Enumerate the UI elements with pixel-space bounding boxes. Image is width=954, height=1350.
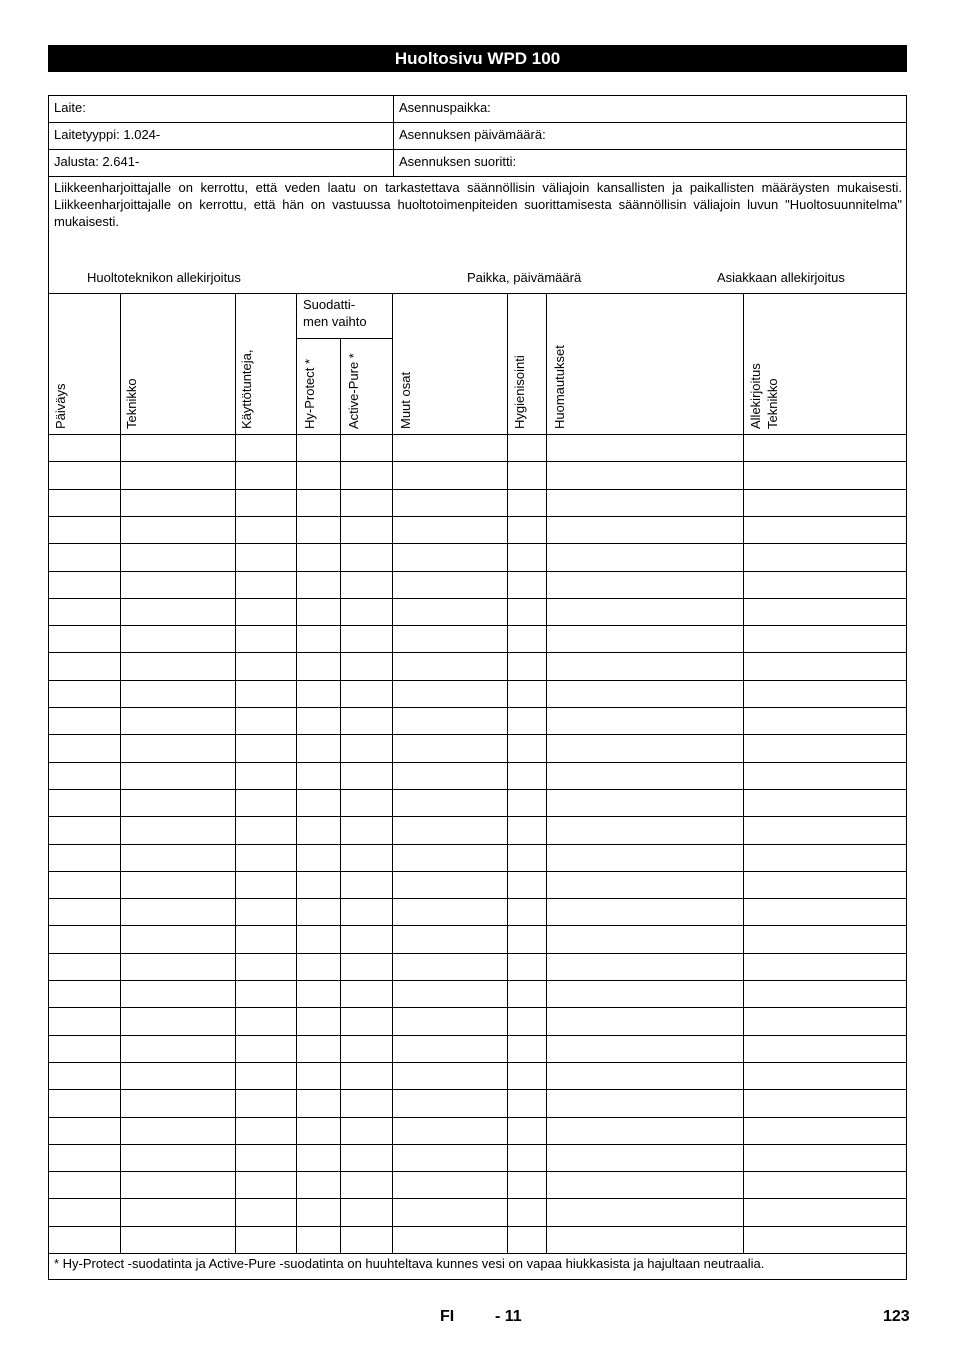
table-row-line <box>49 789 906 790</box>
divider <box>546 293 547 1253</box>
column-header-other-parts: Muut osat <box>398 371 413 429</box>
divider <box>392 293 393 1253</box>
field-install-date: Asennuksen päivämäärä: <box>399 127 546 142</box>
divider <box>296 293 297 1253</box>
table-row-line <box>49 598 906 599</box>
column-header-signature-1: Allekirjoitus <box>748 363 763 429</box>
table-row-line <box>49 1062 906 1063</box>
page-title: Huoltosivu WPD 100 <box>48 45 907 72</box>
footer-page-number: 123 <box>883 1308 910 1325</box>
table-row-line <box>49 543 906 544</box>
divider <box>120 293 121 1253</box>
table-row-line <box>49 871 906 872</box>
column-header-filter-change-1: Suodatti- <box>303 297 356 312</box>
column-header-notes: Huomautukset <box>552 345 567 429</box>
divider <box>296 338 392 339</box>
divider <box>49 149 906 150</box>
service-form <box>48 95 907 1280</box>
table-row-line <box>49 734 906 735</box>
table-row-line <box>49 816 906 817</box>
divider <box>49 176 906 177</box>
column-header-operating-hours: Käyttötunteja, <box>239 349 254 429</box>
table-row-line <box>49 1035 906 1036</box>
table-row-line <box>49 1198 906 1199</box>
table-row-line <box>49 680 906 681</box>
column-header-sanitizing: Hygienisointi <box>512 355 527 429</box>
table-row-line <box>49 1171 906 1172</box>
divider <box>507 293 508 1253</box>
table-row-line <box>49 434 906 435</box>
signature-technician-label: Huoltoteknikon allekirjoitus <box>87 270 241 285</box>
table-row-line <box>49 1089 906 1090</box>
column-header-signature-2: Teknikko <box>765 378 780 429</box>
table-row-line <box>49 925 906 926</box>
column-header-filter-change-2: men vaihto <box>303 314 367 329</box>
field-install-location: Asennuspaikka: <box>399 100 491 115</box>
table-row-line <box>49 707 906 708</box>
field-stand: Jalusta: 2.641- <box>54 154 140 169</box>
table-row-line <box>49 1007 906 1008</box>
table-row-line <box>49 461 906 462</box>
table-row-line <box>49 844 906 845</box>
table-row-line <box>49 652 906 653</box>
table-row-line <box>49 980 906 981</box>
signature-customer-label: Asiakkaan allekirjoitus <box>717 270 845 285</box>
table-row-line <box>49 1253 906 1254</box>
divider <box>393 96 394 176</box>
column-header-hy-protect: Hy-Protect * <box>302 358 317 429</box>
table-row-line <box>49 489 906 490</box>
table-row-line <box>49 1144 906 1145</box>
table-row-line <box>49 1226 906 1227</box>
divider <box>49 293 906 294</box>
footnote: * Hy-Protect -suodatinta ja Active-Pure -suodatinta on huuhteltava kunnes vesi on vapaa hiukkasista ja hajultaan neutraalia. <box>54 1256 765 1271</box>
field-installed-by: Asennuksen suoritti: <box>399 154 517 169</box>
table-row-line <box>49 953 906 954</box>
table-row-line <box>49 762 906 763</box>
signature-place-date-label: Paikka, päivämäärä <box>467 270 582 285</box>
field-device: Laite: <box>54 100 86 115</box>
divider <box>340 338 341 1253</box>
column-header-active-pure: Active-Pure * <box>346 353 361 429</box>
field-device-type: Laitetyyppi: 1.024- <box>54 127 161 142</box>
notice-text: Liikkeenharjoittajalle on kerrottu, että veden laatu on tarkastettava säännöllisin väliajoin kansallisten ja paikallisten määräysten mukaisesti. Liikkeenharjoittajalle on kerrottu, että hän on vastuussa huoltotoimenpiteiden suorittamisesta säännöllisin väliajoin luvun "Huoltosuunnitelma" mukaisesti. <box>54 180 902 229</box>
table-row-line <box>49 516 906 517</box>
footer-language: FI <box>440 1308 455 1325</box>
table-row-line <box>49 571 906 572</box>
column-header-technician: Teknikko <box>124 378 139 429</box>
table-row-line <box>49 1117 906 1118</box>
divider <box>49 122 906 123</box>
column-header-date: Päiväys <box>53 383 68 429</box>
footer-section-page: - 11 <box>495 1308 522 1325</box>
divider <box>235 293 236 1253</box>
table-row-line <box>49 625 906 626</box>
table-row-line <box>49 898 906 899</box>
divider <box>743 293 744 1253</box>
